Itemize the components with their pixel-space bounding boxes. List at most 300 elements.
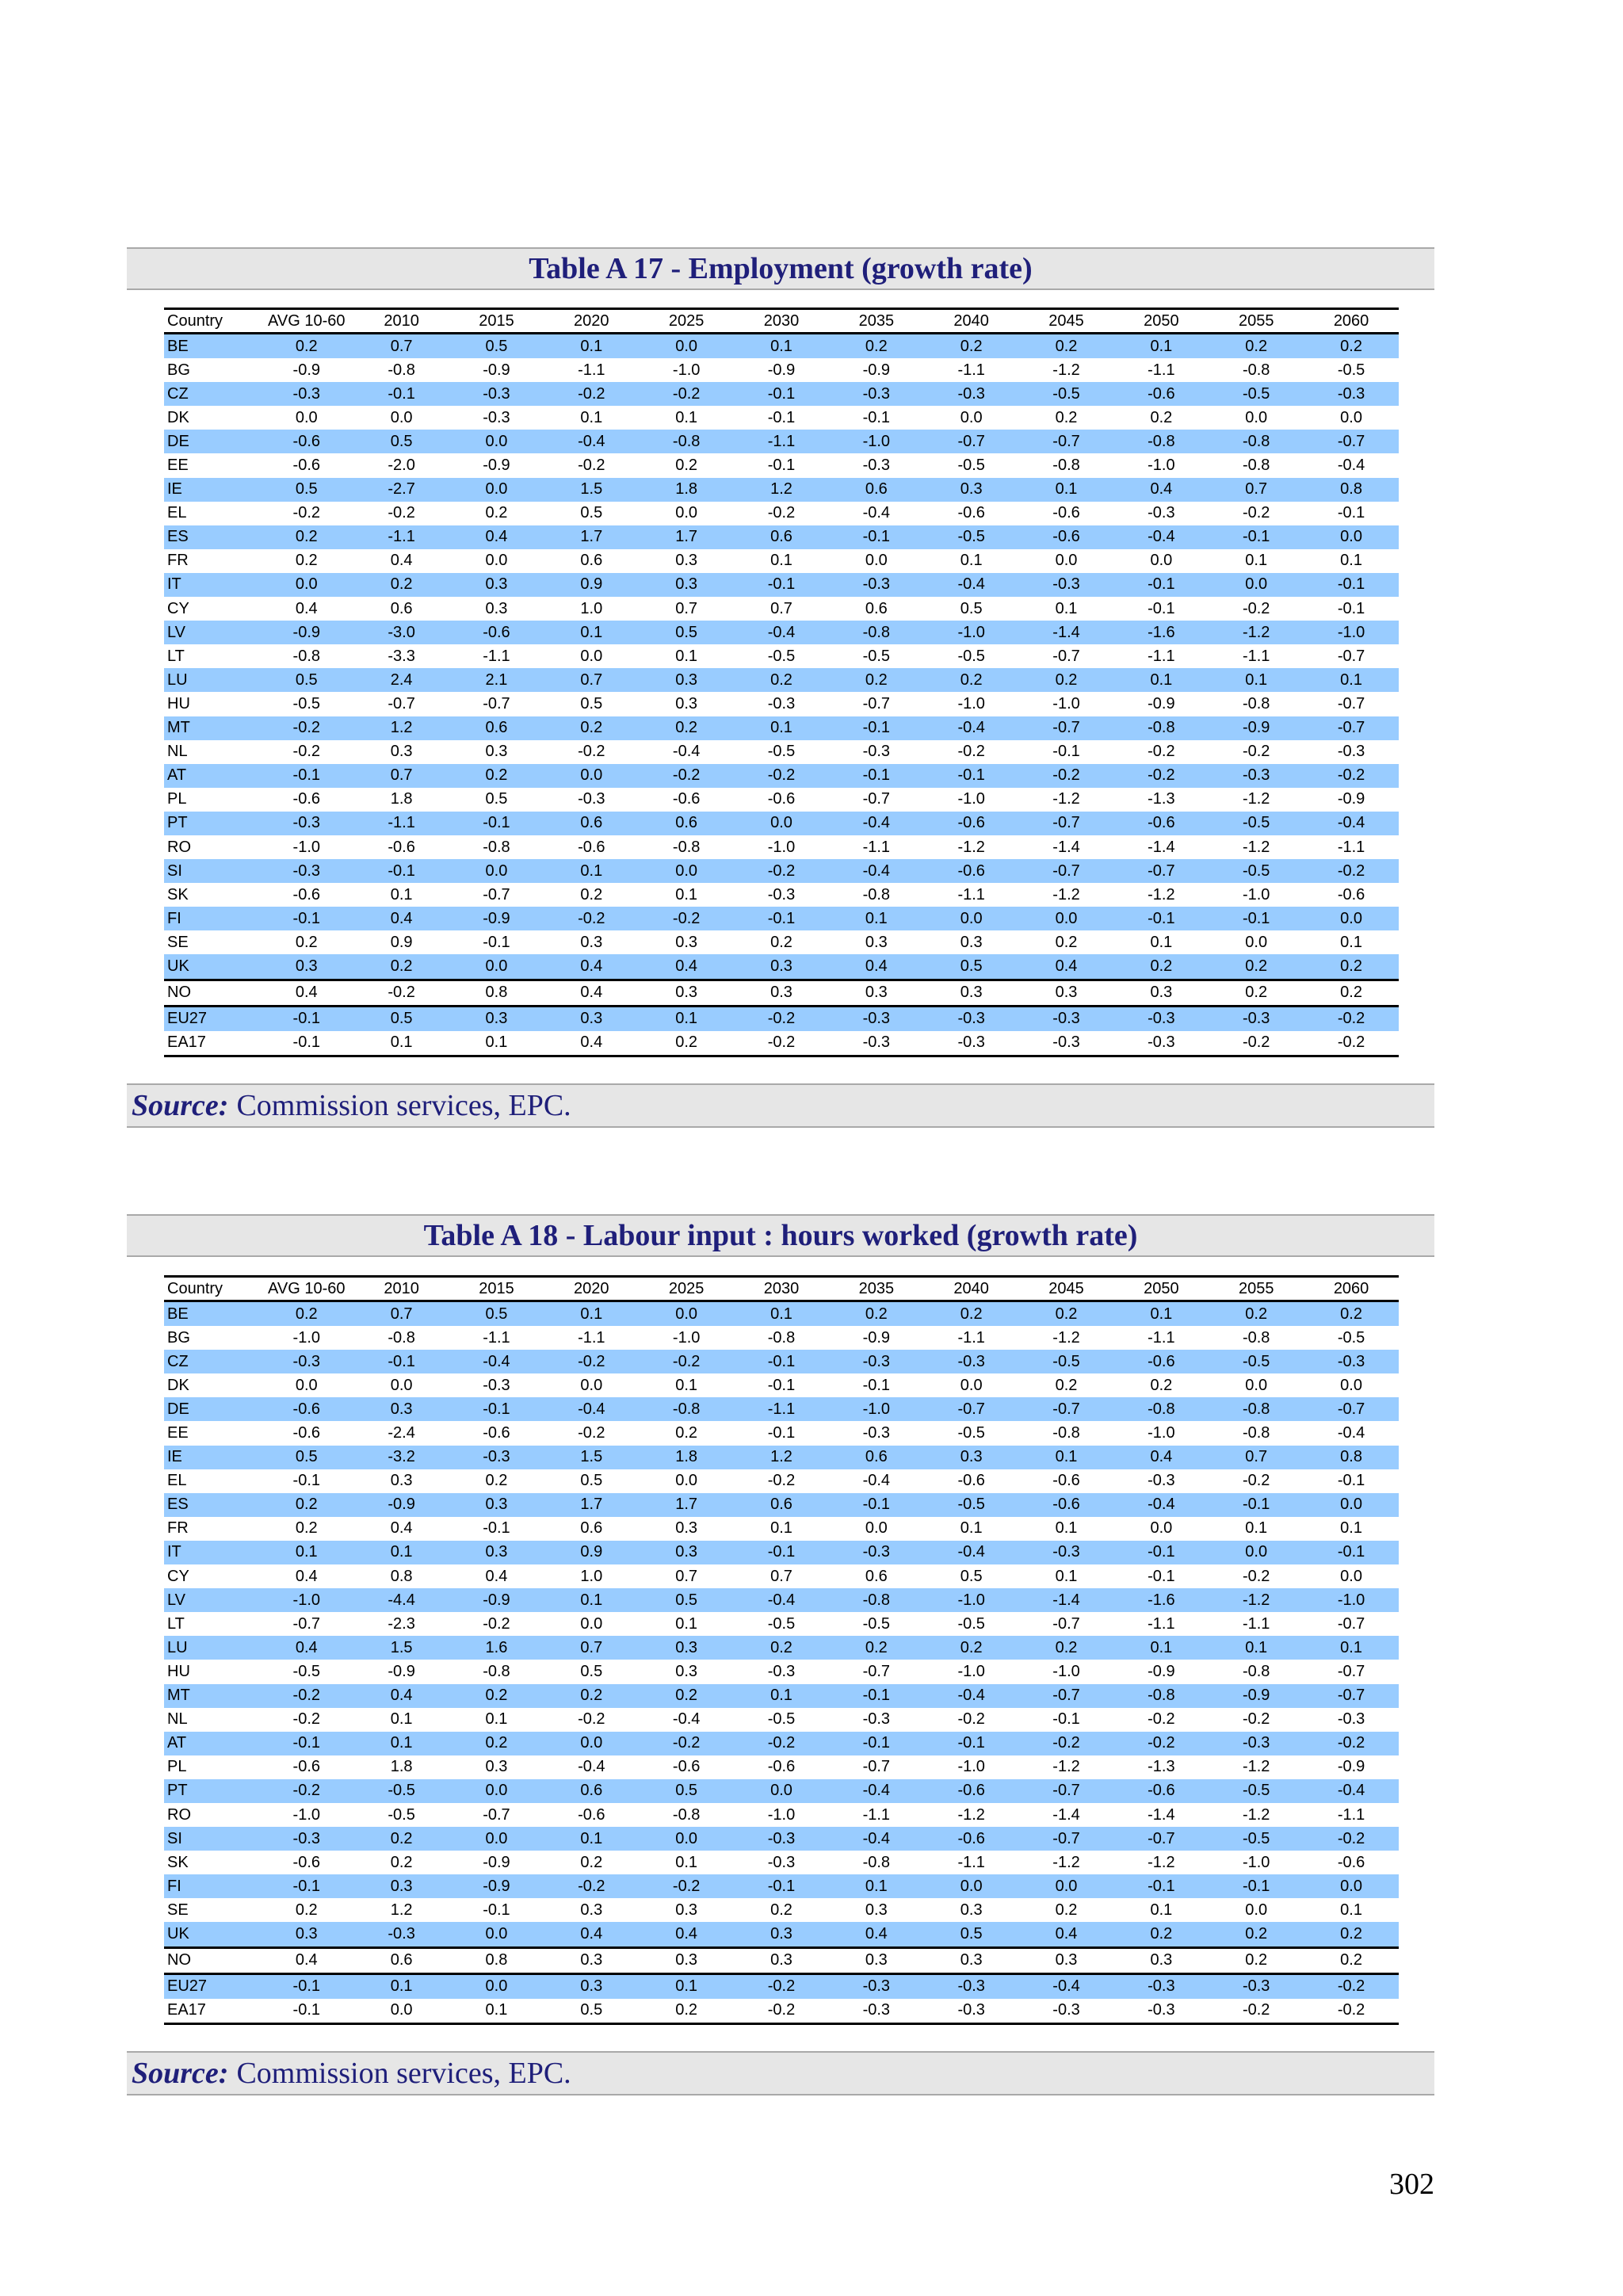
value-cell: -0.4 xyxy=(1304,1779,1399,1803)
value-cell: -0.3 xyxy=(767,1853,796,1871)
value-cell: -0.5 xyxy=(1019,382,1114,406)
value-cell: 0.3 xyxy=(1113,980,1209,1006)
value-cell: -0.5 xyxy=(924,525,1019,549)
value-cell: 0.5 xyxy=(354,430,449,453)
value-cell: 0.0 xyxy=(449,430,544,453)
value-cell: 0.7 xyxy=(544,668,639,692)
value-cell: 0.3 xyxy=(485,743,508,761)
value-cell: 1.7 xyxy=(639,525,734,549)
value-cell: 0.0 xyxy=(639,334,734,359)
country-cell: CY xyxy=(167,1567,189,1585)
value-cell: 0.2 xyxy=(1304,1947,1399,1973)
value-cell: -0.4 xyxy=(1337,1424,1365,1442)
value-cell: -3.2 xyxy=(354,1446,449,1469)
data-table xyxy=(164,1275,1399,2025)
value-cell: 0.0 xyxy=(1150,1519,1173,1538)
value-cell: -0.2 xyxy=(578,1710,605,1729)
value-cell: 0.1 xyxy=(1150,933,1173,951)
value-cell: 0.2 xyxy=(924,1636,1019,1660)
value-cell: 0.0 xyxy=(1019,1874,1114,1898)
value-cell: -0.3 xyxy=(1209,1006,1304,1031)
value-cell: 0.0 xyxy=(1340,1567,1362,1585)
value-cell: 0.1 xyxy=(675,1853,698,1871)
value-cell: -0.7 xyxy=(483,1805,510,1824)
value-cell: -0.2 xyxy=(734,1031,829,1056)
country-cell: FI xyxy=(164,1874,259,1898)
value-cell: 0.2 xyxy=(1304,1922,1399,1947)
value-cell: 0.1 xyxy=(449,1999,544,2024)
value-cell: -0.1 xyxy=(449,1397,544,1421)
value-cell: 0.2 xyxy=(485,1472,508,1490)
country-cell: EL xyxy=(167,504,187,522)
value-cell: 0.1 xyxy=(1055,1567,1078,1585)
value-cell: -0.4 xyxy=(1019,1973,1114,1999)
value-cell: 0.2 xyxy=(675,457,698,475)
country-cell: NL xyxy=(167,743,188,761)
value-cell: -2.0 xyxy=(388,457,415,475)
value-cell: 0.2 xyxy=(580,885,603,904)
value-cell: -0.3 xyxy=(259,1827,354,1851)
value-cell: -2.7 xyxy=(354,478,449,502)
value-cell: -0.1 xyxy=(483,1901,510,1919)
value-cell: 0.1 xyxy=(675,408,698,426)
source-text: Commission services, EPC. xyxy=(236,2057,571,2090)
country-cell: PT xyxy=(164,812,259,835)
value-cell: -0.3 xyxy=(829,1350,924,1373)
value-cell: 0.0 xyxy=(1304,1874,1399,1898)
value-cell: -0.2 xyxy=(1242,743,1270,761)
country-cell: SI xyxy=(164,1827,259,1851)
value-cell: -0.2 xyxy=(734,1732,829,1755)
value-cell: 0.7 xyxy=(675,599,698,617)
value-cell: 0.0 xyxy=(1245,1376,1268,1394)
value-cell: -0.2 xyxy=(544,907,639,930)
value-cell: -0.1 xyxy=(734,907,829,930)
value-cell: -0.6 xyxy=(388,838,415,856)
value-cell: 0.2 xyxy=(1150,408,1173,426)
value-cell: -0.3 xyxy=(1113,1006,1209,1031)
value-cell: -0.2 xyxy=(1209,1999,1304,2024)
value-cell: -0.6 xyxy=(259,1397,354,1421)
table-row xyxy=(164,1636,1399,1660)
value-cell: -3.0 xyxy=(354,621,449,644)
value-cell: 0.2 xyxy=(1209,954,1304,980)
value-cell: 0.2 xyxy=(544,716,639,740)
value-cell: 0.2 xyxy=(1209,1947,1304,1973)
country-cell: FR xyxy=(167,552,189,570)
value-cell: 0.3 xyxy=(639,1541,734,1564)
country-cell: NO xyxy=(164,1947,259,1973)
value-cell: -0.3 xyxy=(924,1350,1019,1373)
table-row xyxy=(164,573,1399,597)
value-cell: -1.4 xyxy=(1019,621,1114,644)
data-table xyxy=(164,308,1399,1057)
value-cell: 0.1 xyxy=(675,1614,698,1633)
value-cell: -0.3 xyxy=(829,1006,924,1031)
value-cell: 0.2 xyxy=(354,1827,449,1851)
value-cell: 0.0 xyxy=(1245,408,1268,426)
value-cell: 0.0 xyxy=(1209,1541,1304,1564)
value-cell: -1.0 xyxy=(957,1758,985,1776)
value-cell: 0.6 xyxy=(580,552,603,570)
table-row xyxy=(164,1031,1399,1056)
value-cell: -0.2 xyxy=(1113,764,1209,788)
country-cell: IT xyxy=(164,1541,259,1564)
value-cell: -0.3 xyxy=(259,1350,354,1373)
country-cell: HU xyxy=(167,694,190,712)
column-header: 2055 xyxy=(1209,309,1304,334)
value-cell: 0.0 xyxy=(544,764,639,788)
table-row xyxy=(164,1947,1399,1973)
value-cell: -0.8 xyxy=(862,1853,891,1871)
value-cell: 0.1 xyxy=(734,1301,829,1327)
value-cell: -0.8 xyxy=(639,1397,734,1421)
value-cell: 0.0 xyxy=(449,859,544,883)
value-cell: -0.1 xyxy=(354,859,449,883)
value-cell: -0.4 xyxy=(924,573,1019,597)
value-cell: -1.4 xyxy=(1052,838,1080,856)
country-cell: ES xyxy=(164,1493,259,1517)
value-cell: -0.4 xyxy=(734,621,829,644)
value-cell: 0.7 xyxy=(675,1567,698,1585)
value-cell: 0.1 xyxy=(675,647,698,665)
value-cell: -1.1 xyxy=(1148,647,1175,665)
value-cell: 0.1 xyxy=(1340,933,1362,951)
value-cell: 0.3 xyxy=(390,743,413,761)
country-cell: PL xyxy=(167,1758,187,1776)
value-cell: 0.0 xyxy=(580,1614,603,1633)
country-cell: EE xyxy=(167,1424,189,1442)
value-cell: -1.0 xyxy=(292,1328,320,1347)
value-cell: -0.4 xyxy=(1113,1493,1209,1517)
value-cell: 0.4 xyxy=(829,1922,924,1947)
value-cell: -0.8 xyxy=(829,621,924,644)
table-row xyxy=(164,430,1399,453)
value-cell: 0.2 xyxy=(1304,980,1399,1006)
table-row xyxy=(164,478,1399,502)
value-cell: 0.5 xyxy=(580,504,603,522)
value-cell: 0.3 xyxy=(544,1006,639,1031)
value-cell: -0.9 xyxy=(259,621,354,644)
value-cell: -0.7 xyxy=(1304,430,1399,453)
value-cell: 0.0 xyxy=(1340,1376,1362,1394)
value-cell: -1.1 xyxy=(1148,361,1175,379)
value-cell: -0.2 xyxy=(259,716,354,740)
value-cell: 0.4 xyxy=(390,1519,413,1538)
value-cell: 0.2 xyxy=(1019,334,1114,359)
value-cell: 0.3 xyxy=(960,1901,983,1919)
value-cell: -0.5 xyxy=(1337,361,1365,379)
value-cell: 0.3 xyxy=(865,933,888,951)
table-row xyxy=(164,1493,1399,1517)
value-cell: -0.8 xyxy=(862,885,891,904)
value-cell: -0.4 xyxy=(862,1472,891,1490)
value-cell: 0.0 xyxy=(1340,408,1362,426)
value-cell: -0.1 xyxy=(259,1874,354,1898)
value-cell: -3.3 xyxy=(388,647,415,665)
value-cell: -0.5 xyxy=(388,1805,415,1824)
country-cell: FR xyxy=(167,1519,189,1538)
value-cell: 1.2 xyxy=(390,1901,413,1919)
value-cell: 0.6 xyxy=(865,599,888,617)
value-cell: -0.7 xyxy=(388,694,415,712)
country-cell: NL xyxy=(167,1710,188,1729)
value-cell: 0.3 xyxy=(639,573,734,597)
value-cell: -0.7 xyxy=(1019,716,1114,740)
value-cell: -0.5 xyxy=(862,647,891,665)
column-header: 2025 xyxy=(639,1277,734,1301)
value-cell: -1.2 xyxy=(1242,790,1270,808)
value-cell: -0.3 xyxy=(862,1710,891,1729)
value-cell: -0.1 xyxy=(1304,573,1399,597)
value-cell: -0.1 xyxy=(767,457,796,475)
value-cell: 0.1 xyxy=(485,1710,508,1729)
value-cell: -1.0 xyxy=(1242,1853,1270,1871)
value-cell: 1.2 xyxy=(354,716,449,740)
value-cell: 0.6 xyxy=(829,478,924,502)
table-row xyxy=(164,1755,1399,1779)
value-cell: -0.3 xyxy=(924,382,1019,406)
value-cell: -0.5 xyxy=(1209,1350,1304,1373)
country-cell: BE xyxy=(164,1301,259,1327)
value-cell: 0.8 xyxy=(449,1947,544,1973)
value-cell: -0.6 xyxy=(292,1853,320,1871)
value-cell: -0.3 xyxy=(1019,1541,1114,1564)
value-cell: -0.1 xyxy=(1337,1472,1365,1490)
value-cell: -0.3 xyxy=(1337,1710,1365,1729)
value-cell: 0.0 xyxy=(449,1973,544,1999)
value-cell: 0.4 xyxy=(259,1636,354,1660)
value-cell: -0.3 xyxy=(1209,764,1304,788)
value-cell: -0.1 xyxy=(734,1541,829,1564)
value-cell: -0.9 xyxy=(483,457,510,475)
table-row xyxy=(164,406,1399,430)
table-row xyxy=(164,883,1399,907)
value-cell: 0.0 xyxy=(1055,552,1078,570)
value-cell: -0.1 xyxy=(1337,504,1365,522)
value-cell: -0.2 xyxy=(292,504,320,522)
table-row xyxy=(164,1973,1399,1999)
value-cell: -1.6 xyxy=(1113,621,1209,644)
value-cell: -0.5 xyxy=(292,1662,320,1680)
country-cell: FI xyxy=(164,907,259,930)
value-cell: 1.8 xyxy=(639,1446,734,1469)
value-cell: -0.5 xyxy=(1209,1779,1304,1803)
value-cell: -0.9 xyxy=(862,361,891,379)
value-cell: -0.1 xyxy=(1113,907,1209,930)
value-cell: 0.2 xyxy=(1209,980,1304,1006)
value-cell: 0.0 xyxy=(295,408,318,426)
value-cell: 0.3 xyxy=(924,1446,1019,1469)
value-cell: 0.6 xyxy=(580,1519,603,1538)
value-cell: 0.2 xyxy=(675,1424,698,1442)
value-cell: 0.3 xyxy=(734,980,829,1006)
value-cell: -0.3 xyxy=(829,573,924,597)
value-cell: 0.0 xyxy=(449,1827,544,1851)
value-cell: 0.5 xyxy=(259,668,354,692)
value-cell: 0.3 xyxy=(485,599,508,617)
value-cell: 0.2 xyxy=(449,764,544,788)
value-cell: -0.3 xyxy=(862,457,891,475)
value-cell: 0.5 xyxy=(924,1922,1019,1947)
value-cell: 0.0 xyxy=(580,647,603,665)
country-cell: BG xyxy=(167,1328,190,1347)
value-cell: -0.6 xyxy=(1113,1779,1209,1803)
table-row xyxy=(164,597,1399,621)
value-cell: -0.8 xyxy=(1242,1328,1270,1347)
value-cell: 0.3 xyxy=(639,980,734,1006)
value-cell: -0.2 xyxy=(483,1614,510,1633)
value-cell: 0.0 xyxy=(1304,525,1399,549)
value-cell: 0.0 xyxy=(449,1922,544,1947)
value-cell: -0.2 xyxy=(734,1006,829,1031)
value-cell: 0.4 xyxy=(544,1922,639,1947)
value-cell: 0.1 xyxy=(1340,552,1362,570)
table-row xyxy=(164,1541,1399,1564)
value-cell: -0.4 xyxy=(829,859,924,883)
country-cell: PT xyxy=(164,1779,259,1803)
value-cell: -0.6 xyxy=(1052,1472,1080,1490)
value-cell: 1.8 xyxy=(390,790,413,808)
value-cell: 0.1 xyxy=(734,1684,829,1708)
value-cell: -0.2 xyxy=(734,859,829,883)
country-cell: CY xyxy=(167,599,189,617)
value-cell: 0.2 xyxy=(639,1999,734,2024)
value-cell: -1.1 xyxy=(862,1805,891,1824)
value-cell: -0.8 xyxy=(1052,1424,1080,1442)
value-cell: -0.6 xyxy=(1113,1350,1209,1373)
value-cell: 0.2 xyxy=(449,1732,544,1755)
column-header: 2040 xyxy=(924,1277,1019,1301)
value-cell: -0.8 xyxy=(1209,1397,1304,1421)
value-cell: 0.2 xyxy=(1019,1301,1114,1327)
value-cell: 0.9 xyxy=(544,1541,639,1564)
value-cell: -0.2 xyxy=(1242,1710,1270,1729)
value-cell: -1.2 xyxy=(1052,1853,1080,1871)
value-cell: -0.6 xyxy=(672,790,701,808)
value-cell: -0.1 xyxy=(829,1732,924,1755)
column-header: AVG 10-60 xyxy=(259,1277,354,1301)
value-cell: -0.8 xyxy=(292,647,320,665)
value-cell: -0.4 xyxy=(924,716,1019,740)
value-cell: 0.3 xyxy=(580,933,603,951)
value-cell: -0.7 xyxy=(1019,1779,1114,1803)
value-cell: -0.5 xyxy=(957,1614,985,1633)
value-cell: -0.4 xyxy=(672,743,701,761)
value-cell: -0.8 xyxy=(1242,457,1270,475)
value-cell: 0.2 xyxy=(734,668,829,692)
value-cell: -0.3 xyxy=(1113,1973,1209,1999)
table-row xyxy=(164,1660,1399,1683)
value-cell: -1.1 xyxy=(483,1328,510,1347)
value-cell: -1.2 xyxy=(957,838,985,856)
table-row xyxy=(164,644,1399,668)
country-cell: UK xyxy=(164,954,259,980)
value-cell: -0.3 xyxy=(483,1376,510,1394)
value-cell: 0.3 xyxy=(449,573,544,597)
value-cell: -0.1 xyxy=(354,1350,449,1373)
value-cell: -0.5 xyxy=(924,1493,1019,1517)
table-title: Table A 18 - Labour input : hours worked (growth rate) xyxy=(127,1214,1434,1257)
value-cell: -0.1 xyxy=(829,1493,924,1517)
country-cell: RO xyxy=(167,1805,191,1824)
value-cell: 0.0 xyxy=(1245,933,1268,951)
country-cell: NO xyxy=(164,980,259,1006)
value-cell: -0.6 xyxy=(578,838,605,856)
value-cell: 0.7 xyxy=(770,599,792,617)
value-cell: 0.1 xyxy=(770,1519,792,1538)
value-cell: 0.0 xyxy=(924,907,1019,930)
value-cell: 0.1 xyxy=(1340,1901,1362,1919)
value-cell: -0.3 xyxy=(1209,1973,1304,1999)
value-cell: 0.3 xyxy=(639,668,734,692)
value-cell: -0.7 xyxy=(1113,859,1209,883)
value-cell: 0.5 xyxy=(580,1472,603,1490)
value-cell: -0.4 xyxy=(672,1710,701,1729)
value-cell: 0.2 xyxy=(1113,1922,1209,1947)
value-cell: -0.6 xyxy=(1337,885,1365,904)
value-cell: -0.7 xyxy=(1337,647,1365,665)
table-row xyxy=(164,1350,1399,1373)
value-cell: 0.3 xyxy=(675,552,698,570)
column-header: 2045 xyxy=(1019,1277,1114,1301)
value-cell: -1.0 xyxy=(957,1662,985,1680)
value-cell: -0.9 xyxy=(1148,1662,1175,1680)
value-cell: 0.1 xyxy=(829,1874,924,1898)
value-cell: 0.3 xyxy=(675,694,698,712)
value-cell: 0.5 xyxy=(485,790,508,808)
value-cell: -0.1 xyxy=(1148,1567,1175,1585)
column-header: Country xyxy=(164,1277,259,1301)
value-cell: 0.1 xyxy=(1113,1301,1209,1327)
value-cell: -0.9 xyxy=(1337,1758,1365,1776)
value-cell: -1.1 xyxy=(578,361,605,379)
value-cell: -0.7 xyxy=(1052,647,1080,665)
value-cell: -1.1 xyxy=(734,430,829,453)
value-cell: -0.7 xyxy=(1337,694,1365,712)
value-cell: 0.2 xyxy=(1055,1901,1078,1919)
value-cell: -1.0 xyxy=(1148,1424,1175,1442)
column-header: 2035 xyxy=(829,309,924,334)
value-cell: -0.5 xyxy=(1209,812,1304,835)
value-cell: 0.1 xyxy=(544,334,639,359)
value-cell: -0.6 xyxy=(924,812,1019,835)
value-cell: 0.5 xyxy=(580,1662,603,1680)
value-cell: 0.3 xyxy=(924,478,1019,502)
table-row xyxy=(164,954,1399,980)
table-row xyxy=(164,812,1399,835)
value-cell: 0.0 xyxy=(639,1827,734,1851)
value-cell: -0.3 xyxy=(449,382,544,406)
value-cell: -0.4 xyxy=(924,1684,1019,1708)
value-cell: -0.2 xyxy=(1304,1006,1399,1031)
value-cell: -0.2 xyxy=(259,1779,354,1803)
value-cell: -0.1 xyxy=(259,1732,354,1755)
value-cell: 0.1 xyxy=(675,885,698,904)
value-cell: -1.0 xyxy=(259,1588,354,1612)
value-cell: 0.0 xyxy=(639,1301,734,1327)
value-cell: 0.2 xyxy=(259,525,354,549)
value-cell: -4.4 xyxy=(354,1588,449,1612)
column-header: 2025 xyxy=(639,309,734,334)
country-cell: MT xyxy=(164,1684,259,1708)
value-cell: 0.1 xyxy=(580,408,603,426)
value-cell: 0.3 xyxy=(924,980,1019,1006)
country-cell: EU27 xyxy=(164,1973,259,1999)
value-cell: -0.3 xyxy=(1113,1999,1209,2024)
value-cell: 0.1 xyxy=(1304,668,1399,692)
value-cell: -0.9 xyxy=(449,1588,544,1612)
